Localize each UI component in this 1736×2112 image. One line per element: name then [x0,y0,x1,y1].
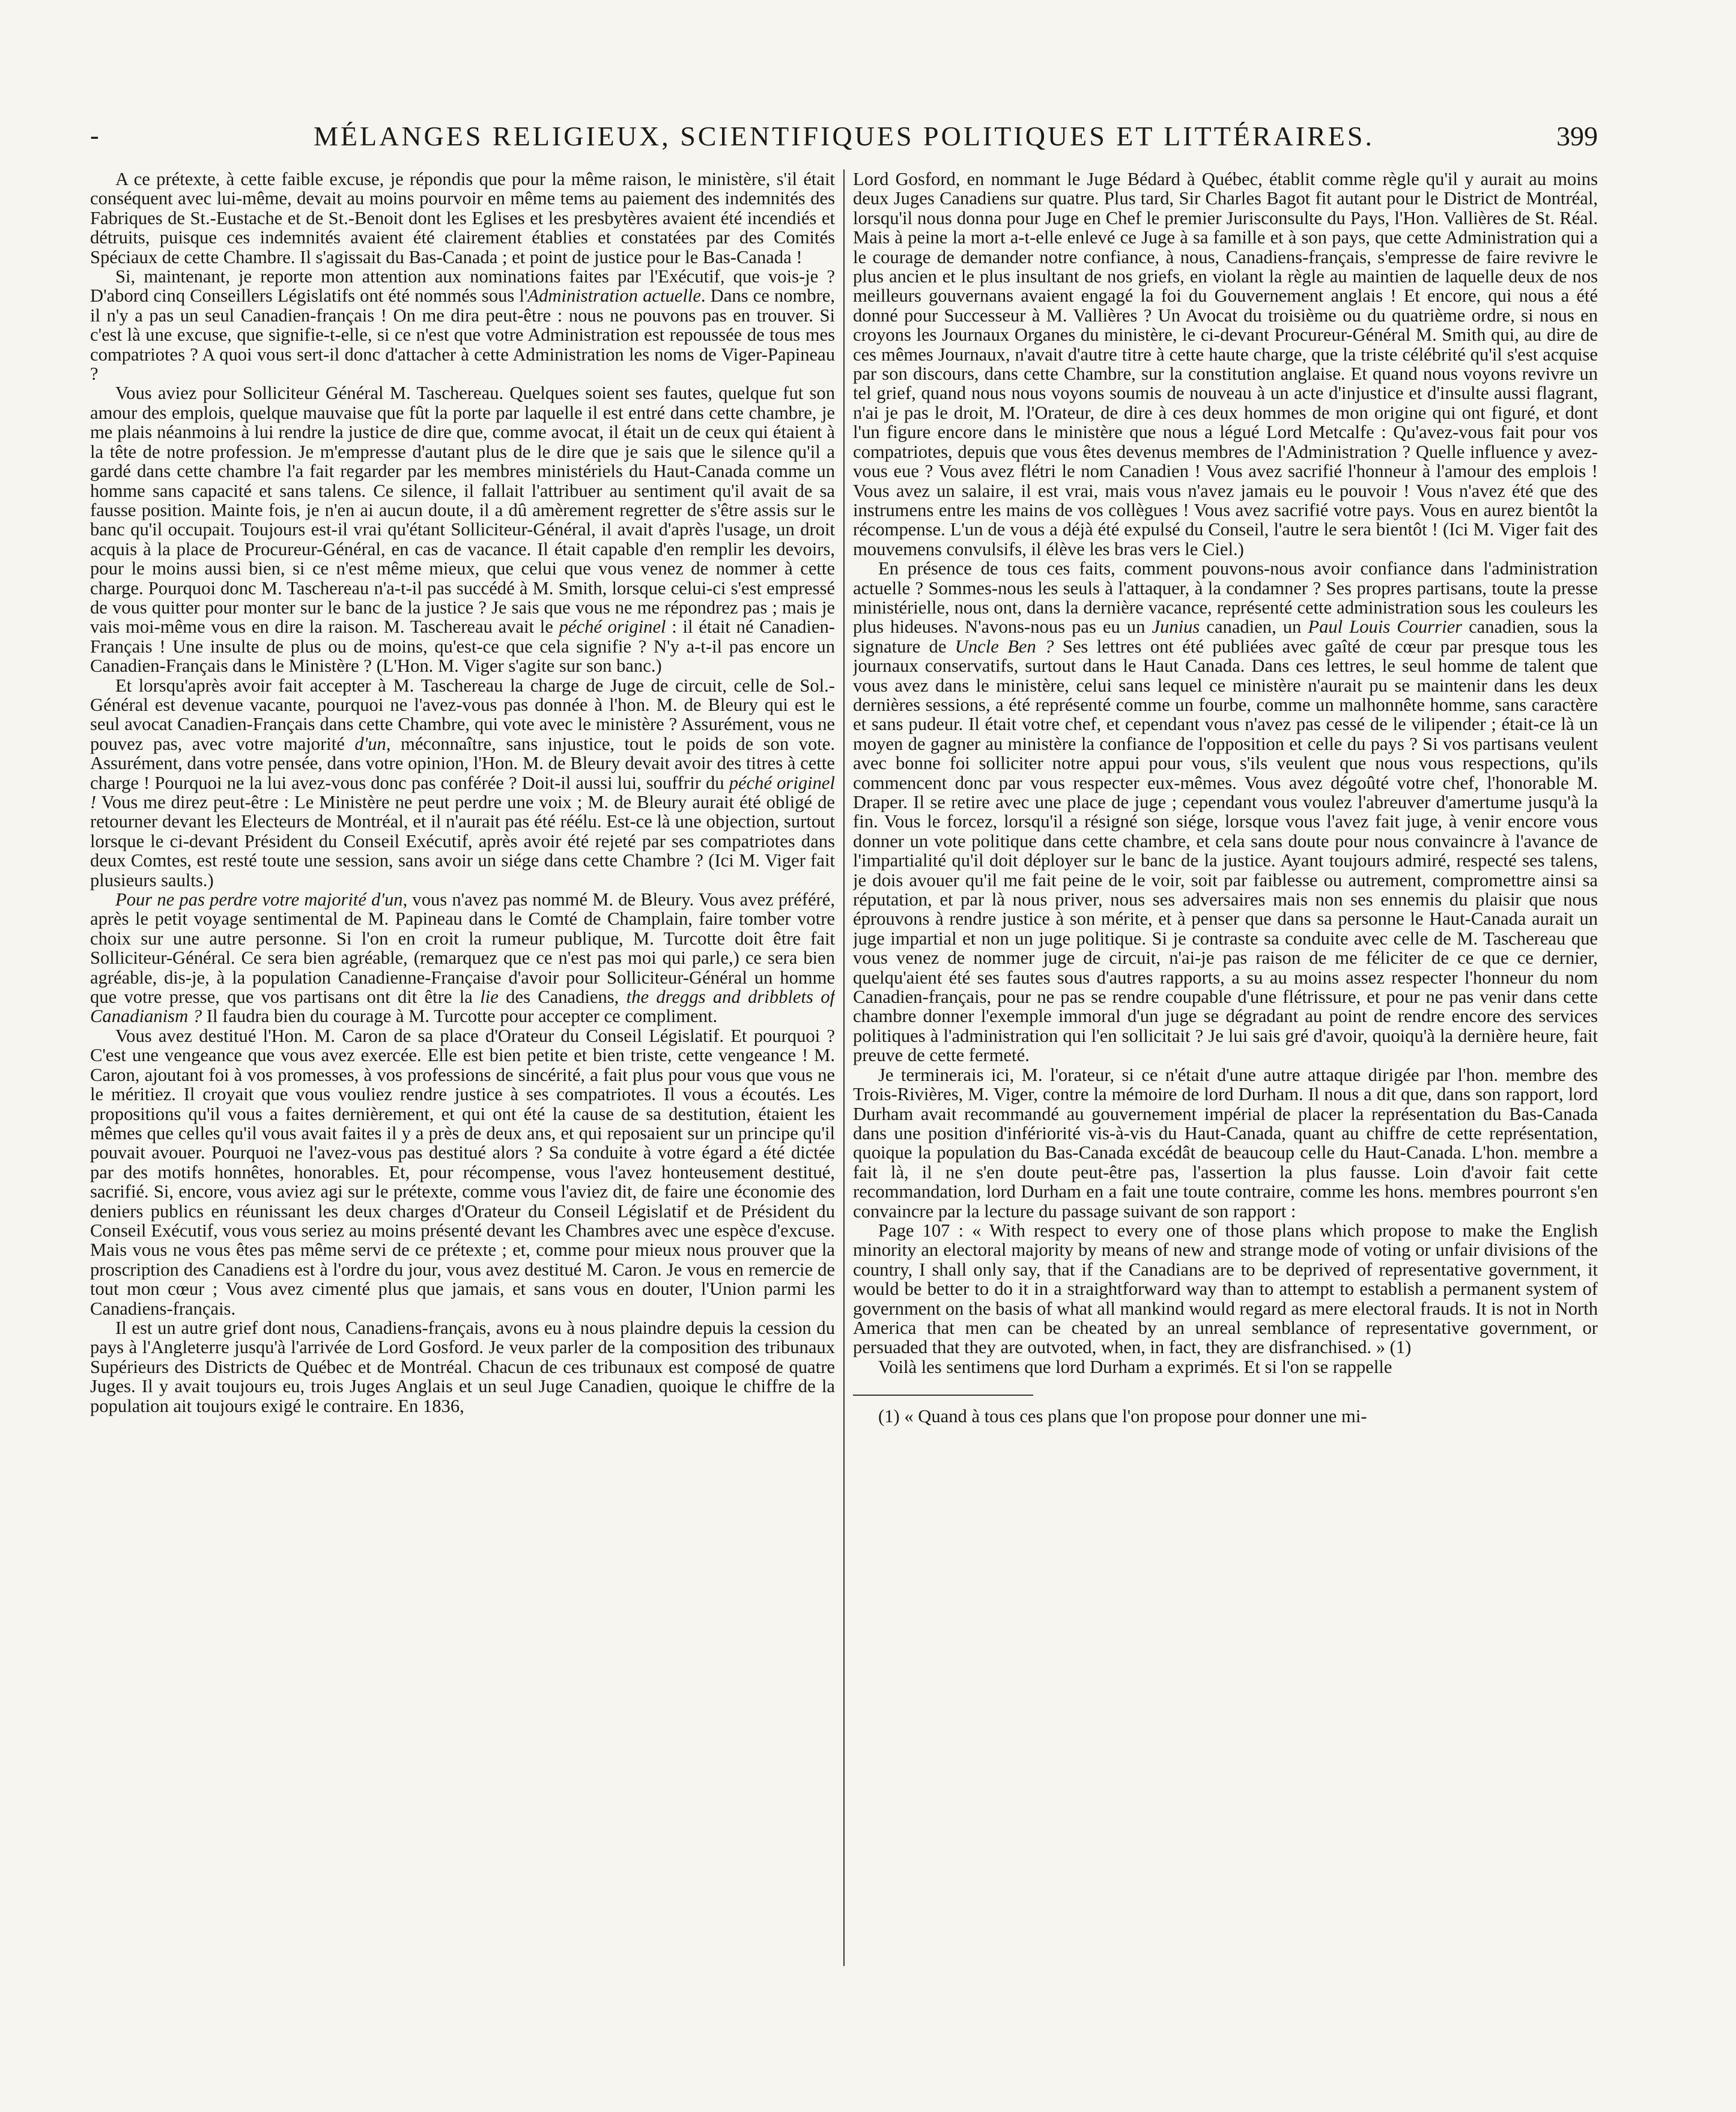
text-run: canadien, sous la signature de [853,616,1598,657]
paragraph: A ce prétexte, à cette faible excuse, je répondis que pour la même raison, le ministère, s'il était conséquent avec lui-même, devait au moins pourvoir en même tems au paiement des indemnités des Fabriques de St.-Eustache et de St.-Benoit dont les Eglises et les presbytères avaient été incendiés et détruits, puisque ces indemnités avaient été clairement établies et constatées par des Comités Spéciaux de cette Chambre. Il s'agissait du Bas-Canada ; et point de justice pour le Bas-Canada ! [90,169,835,267]
text-run: , méconnaître, sans injustice, tout le poids de son vote. Assurément, dans votre pensée, dans votre opinion, l'Hon. M. de Bleury devait avoir des titres à cette charge ! Pourquoi ne la lui avez-vous donc pas conférée ? Doit-il aussi lui, souffrir du [90,733,835,793]
text-run: Vous aviez pour Solliciteur Général M. Taschereau. Quelques soient ses fautes, quelque fut son amour des emplois, quelque mauvaise que fût la porte par laquelle il est entré dans cette chambre, je me plais néanmoins à lui rendre la justice de dire que, comme avocat, il était un de ceux qui étaient à la tête de notre profession. Je m'empresse d'autant plus de le dire que je sais que le silence qu'il a gardé dans cette chambre l'a fait regarder par les membres ministériels du Haut-Canada comme un homme sans capacité et sans talens. Ce silence, il fallait l'attribuer au sentiment qu'il avait de sa fausse position. Mainte fois, je n'en ai aucun doute, il a dû amèrement regretter de s'être assis sur le banc qu'il occupait. Toujours est-il vrai qu'étant Solliciteur-Général, il avait d'après l'usage, un droit acquis à la place de Procureur-Général, en cas de vacance. Il était capable d'en remplir les devoirs, pour le moins aussi bien, si ce n'est même mieux, que celui que vous venez de nommer à cette charge. Pourquoi donc M. Taschereau n'a-t-il pas succédé à M. Smith, lorsque celui-ci s'est empressé de vous quitter pour monter sur le banc de la justice ? Je sais que vous ne me répondrez pas ; mais je vais moi-même vous en dire la raison. M. Taschereau avait le [90,383,835,638]
text-run: des Canadiens, [498,987,627,1008]
quotation: Page 107 : « With respect to every one of those plans which propose to make the English minority an electoral majority by means of new and strange mode of voting or unfair divisions of the country, I shall only say, that if the Canadians are to be deprived of representative government, it would be better to do it in a straightforward way than to attempt to establish a permanent system of government on the basis of what all mankind would regard as mere electoral frauds. It is not in North America that men can be cheated by an unreal semblance of representative government, or persuaded that they are outvoted, when, in fact, they are disfranchised. » (1) [853,1220,1598,1358]
paragraph [853,559,1598,1065]
text-run: Vous me direz peut-être : Le Ministère ne peut perdre une voix ; M. de Bleury aurait été obligé de retourner devant les Electeurs de Montréal, et il n'aurait pas été réélu. Est-ce là une objection, surtout lorsque le ci-devant Président du Conseil Exécutif, après avoir été rejeté par ses compatriotes dans deux Comtes, est resté toute une session, sans avoir un siége dans cette Chambre ? (Ici M. Viger fait plusieurs saults.) [90,792,835,890]
text-run: Il faudra bien du courage à M. Turcotte pour accepter ce compliment. [202,1006,718,1027]
text-run: . Dans ce nombre, il n'y a pas un seul Canadien-français ! On me dira peut-être : nous ne pouvons pas en trouver. Si c'est là une excuse, que signifie-t-elle, si ce n'est que votre Administration est repoussée de tous mes compatriotes ? A quoi vous sert-il donc d'attacher à cette Administration les noms de Viger-Papineau ? [90,285,835,385]
italic-run: Pour ne pas perdre votre majorité d'un [115,889,403,910]
text-run: canadien, un [1200,616,1308,638]
italic-run: Uncle Ben ? [954,636,1054,657]
running-head [90,120,1598,156]
paragraph: Il est un autre grief dont nous, Canadiens-français, avons eu à nous plaindre depuis la cession du pays à l'Angleterre jusqu'à l'arrivée de Lord Gosford. Je veux parler de la composition des tribunaux Supérieurs des Districts de Québec et de Montréal. Chacun de ces tribunaux est composé de quatre Juges. Il y avait toujours eu, trois Juges Anglais et un seul Juge Canadien, quoique le chiffre de la population ait toujours exigé le contraire. En 1836, [90,1317,835,1416]
italic-run: d'un [354,733,386,754]
text-run: , vous n'avez pas nommé M. de Bleury. Vous avez préféré, après le petit voyage sentimental de M. Papineau dans le Comté de Champlain, faire tomber votre choix sur une autre personne. Si l'on en croit la rumeur publique, M. Turcotte doit être fait Solliciteur-Général. Ce sera bien agréable, (remarquez que ce n'est pas moi qui parle,) ce sera bien agréable, dis-je, à la population Canadienne-Française d'avoir pour Solliciteur-Général un homme que votre presse, que vos partisans ont dit être la [90,889,835,1008]
column-rule [843,169,845,1966]
text-run: Ses lettres ont été publiées avec gaîté de cœur par presque tous les journaux conservatifs, surtout dans le Haut Canada. Dans ces lettres, le seul homme de talent que vous avez dans le ministère, celui sans lequel ce ministère n'aurait pu se maintenir dans les deux dernières sessions, a été représenté comme un fourbe, comme un malhonnête homme, sans caractère et sans pudeur. Il était votre chef, et cependant vous n'avez pas cessé de le vilipender ; était-ce là un moyen de gagner au ministère la confiance de l'opposition et celle du pays ? Si vos partisans veulent avec bonne foi solliciter notre appui pour vous, s'ils veulent que nous vous respections, qu'ils commencent donc par vous respecter eux-mêmes. Vous avez dégoûté votre chef, l'honorable M. Draper. Il se retire avec une place de juge ; cependant vous voulez l'abreuver d'amertume jusqu'à la fin. Vous le forcez, lorsqu'il a résigné son siége, lorsque vous l'avez fait juge, à venir encore vous donner un vote politique dans cette chambre, et cela sans doute pour nous convaincre à l'avance de l'impartialité qu'il doit déployer sur le banc de la justice. Ayant toujours admiré, respecté ses talens, je dois avouer qu'il me fait peine de le voir, soit par faiblesse ou autrement, compromettre ainsi sa réputation, et par là nous priver, nous ses adversaires mais non ses ennemis du plaisir que nous éprouvons à rendre justice à son mérite, et à penser que dans sa personne le Haut-Canada aurait un juge impartial et non un juge politique. Si je contraste sa conduite avec celle de M. Taschereau que vous venez de nommer juge de circuit, n'ai-je pas raison de me féliciter de ce que ce dernier, quelqu'aient été ses fautes sous d'autres rapports, a su au moins assez respecter l'honneur du nom Canadien-français, pour ne pas se rendre coupable d'une flétrissure, et pour ne pas venir dans cette chambre donner l'exemple immoral d'un juge se dégradant au point de rendre encore des services politiques à l'administration qui l'en sollicitait ? Je lui sais gré d'avoir, quoiqu'à la dernière heure, fait preuve de cette fermeté. [853,636,1598,1066]
italic-run: péché originel [559,616,666,638]
text-run: : il était né Canadien-Français ! Une insulte de plus ou de moins, qu'est-ce que cela signifie ? N'y a-t-il pas encore un Canadien-Français dans le Ministère ? (L'Hon. M. Viger s'agite sur son banc.) [90,616,835,677]
right-column [853,169,1598,2080]
page-title: MÉLANGES RELIGIEUX, SCIENTIFIQUES POLITIQUES ET LITTÉRAIRES. [314,121,1374,151]
italic-run: péché originel ! [90,772,835,812]
paragraph: Je terminerais ici, M. l'orateur, si ce n'était d'une autre attaque dirigée par l'hon. membre des Trois-Rivières, M. Viger, contre la mémoire de lord Durham. Il nous a dit que, dans son rapport, lord Durham avait recommandé au gouvernement impérial de placer la représentation du Bas-Canada dans une position d'infériorité vis-à-vis du Haut-Canada, quant au chiffre de cette représentation, quoique la population du Bas-Canada excédât de beaucoup celle du Haut-Canada. L'hon. membre a fait là, il ne s'en doute peut-être pas, l'assertion la plus fausse. Loin d'avoir fait cette recommandation, lord Durham en a fait une toute contraire, comme les hons. membres pourront s'en convaincre par la lecture du passage suivant de son rapport : [853,1064,1598,1222]
italic-run: Paul Louis Courrier [1308,616,1463,638]
text-run: Et lorsqu'après avoir fait accepter à M. Taschereau la charge de Juge de circuit, celle de Sol.-Général est devenue vacante, pourquoi ne l'avez-vous pas donnée à l'hon. M. de Bleury qui est le seul avocat Canadien-Français dans cette Chambre, qui vote avec le ministère ? Assurément, vous ne pouvez pas, avec votre majorité [90,675,835,754]
paragraph: Voilà les sentimens que lord Durham a exprimés. Et si l'on se rappelle [878,1356,1392,1377]
paragraph [90,890,835,1026]
italic-run: Junius [1152,616,1200,638]
text-columns [90,169,1598,2080]
footnote: (1) « Quand à tous ces plans que l'on propose pour donner une mi- [878,1406,1367,1427]
italic-run: lie [480,987,499,1008]
paragraph: Vous avez destitué l'Hon. M. Caron de sa place d'Orateur du Conseil Législatif. Et pourquoi ? C'est une vengeance que vous avez exercée. Elle est bien petite et bien triste, cette vengeance ! M. Caron, ajoutant foi à vos promesses, à vos professions de sincérité, a fait plus pour vous que vous ne le méritiez. Il croyait que vous vouliez rendre justice à ses compatriotes. Il vous a écoutés. Les propositions qu'il vous a faites dernièrement, et qui ont été la cause de sa destitution, étaient les mêmes que celles qu'il vous avait faites il y a près de deux ans, et qui reposaient sur un principe qu'il pouvait avouer. Pourquoi ne l'avez-vous pas destitué alors ? Sa conduite à votre égard a été dictée par des motifs honnêtes, honorables. Et, pour récompense, vous l'avez honteusement destitué, sacrifié. Si, encore, vous aviez agi sur le prétexte, comme vous l'aviez dit, de faire une économie des deniers publics en réunissant les deux charges d'Orateur du Conseil Législatif et de Président du Conseil Exécutif, vous vous seriez au moins présenté devant les Chambres avec une espèce d'excuse. Mais vous ne vous êtes pas même servi de ce prétexte ; et, comme pour mieux nous prouver que la proscription des Canadiens est à l'ordre du jour, vous avez destitué M. Caron. Je vous en remercie de tout mon cœur ; Vous avez cimenté plus que jamais, et sans vous en douter, l'Union parmi les Canadiens-français. [90,1025,835,1319]
italic-run: Administration actuelle [527,285,701,306]
page-number: 399 [1556,121,1598,151]
text-run: En présence de tous ces faits, comment pouvons-nous avoir confiance dans l'administration actuelle ? Sommes-nous les seuls à l'attaquer, à la condamner ? Ses propres partisans, toute la presse ministérielle, nous ont, dans la dernière vacance, représenté cette administration sous les couleurs les plus hideuses. N'avons-nous pas eu un [853,558,1598,638]
footnote-rule [853,1395,1033,1396]
paragraph: Lord Gosford, en nommant le Juge Bédard à Québec, établit comme règle qu'il y aurait au moins deux Juges Canadiens sur quatre. Plus tard, Sir Charles Bagot fit autant pour le District de Montréal, lorsqu'il nous donna pour Juge en Chef le premier Jurisconsulte du Pays, l'Hon. Vallières de St. Réal. Mais à peine la mort a-t-elle enlevé ce Juge à sa famille et à son pays, que cette Administration qui a le courage de demander notre confiance, à nous, Canadiens-français, s'empresse de faire revivre le plus ancien et le plus insultant de nos griefs, en violant la règle au maintien de laquelle deux de nos meilleurs gouvernans avaient engagé la foi du Gouvernement anglais ! Et encore, qui nous a été donné pour Successeur à M. Vallières ? Un Avocat du troisième ou du quatrième ordre, si nous en croyons les Journaux Organes du ministère, le ci-devant Procureur-Général M. Smith qui, au dire de ces mêmes Journaux, n'avait d'autre titre à cette haute charge, que la triste célébrité qu'il s'est acquise par son discours, dans cette Chambre, sur la constitution anglaise. Et quand nous voyons revivre un tel grief, quand nous nous voyons soumis de nouveau à un acte d'injustice et d'insulte aussi flagrant, n'ai je pas le droit, M. l'Orateur, de dire à ces deux hommes de mon origine qui ont figuré, et dont l'un figure encore dans le ministère que nous a légué Lord Metcalfe : Qu'avez-vous fait pour vos compatriotes, depuis que vous êtes devenus membres de l'Administration ? Quelle influence y avez-vous eue ? Vous avez flétri le nom Canadien ! Vous avez sacrifié l'honneur à l'amour des emplois ! Vous avez un salaire, il est vrai, mais vous n'avez jamais eu le pouvoir ! Vous n'avez été que des instrumens entre les mains de vos collègues ! Vous avez sacrifié votre pays. Vous en aurez bientôt la récompense. L'un de vous a déjà été expulsé du Conseil, l'autre le sera bientôt ! (Ici M. Viger fait des mouvemens convulsifs, il élève les bras vers le Ciel.) [853,169,1598,559]
paragraph [90,676,835,890]
italic-run: the dreggs and dribblets of Canadianism ? [90,987,835,1027]
text-run: Si, maintenant, je reporte mon attention aux nominations faites par l'Exécutif, que vois-je ? D'abord cinq Conseillers Législatifs ont été nommés sous l' [90,266,835,306]
header-dash: - [90,121,99,150]
paragraph [90,383,835,675]
left-column [90,169,835,2080]
paragraph [90,267,835,383]
